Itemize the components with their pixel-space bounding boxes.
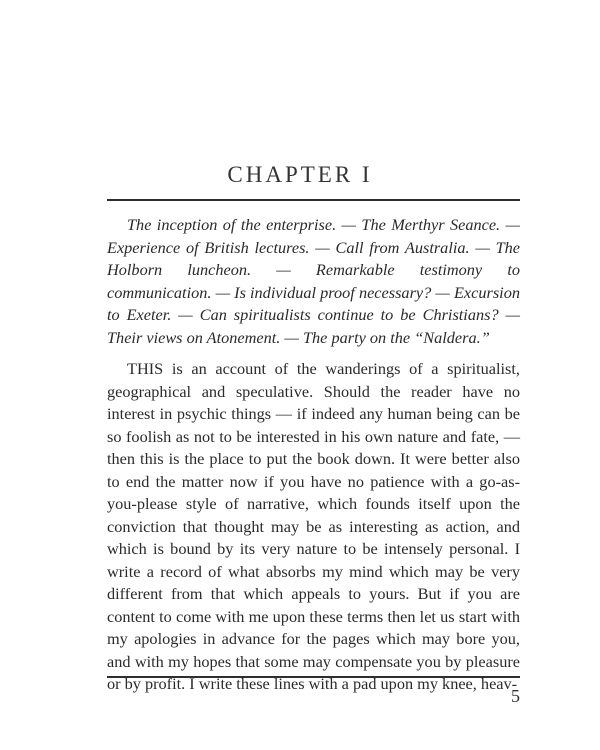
bottom-rule [107, 676, 520, 678]
chapter-title: CHAPTER I [227, 162, 373, 187]
top-rule [107, 199, 520, 201]
chapter-synopsis: The inception of the enterprise. — The Merthyr Seance. — Experience of British lectures. — Call from Australia. — The Holborn luncheon. — Remarkable testimony to communication. — Is individual proof necessary? — Excursion to Exeter. — Can spiritualists continue to be Christians? — Their views on Atonement. — The party on the “Naldera.” [107, 215, 520, 347]
page-number: 5 [511, 686, 520, 706]
body-paragraph: THIS is an account of the wanderings of a spiritualist, geographical and speculative. Should the reader have no interest in psychic things — if indeed any human being can be so foolish as not to be interested in his own nature and fate, — then this is the place to put the book down. It were better also to end the matter now if you have no patience with a go-as-you-please style of narrative, which founds itself upon the conviction that thought may be as interesting as action, and which is bound by its very nature to be intensely personal. I write a record of what absorbs my mind which may be very different from that which appeals to yours. But if you are content to come with me upon these terms then let us start with my apologies in advance for the pages which may bore you, and with my hopes that some may compensate you by pleasure or by profit. I write these lines with a pad upon my knee, heav- [107, 359, 520, 693]
